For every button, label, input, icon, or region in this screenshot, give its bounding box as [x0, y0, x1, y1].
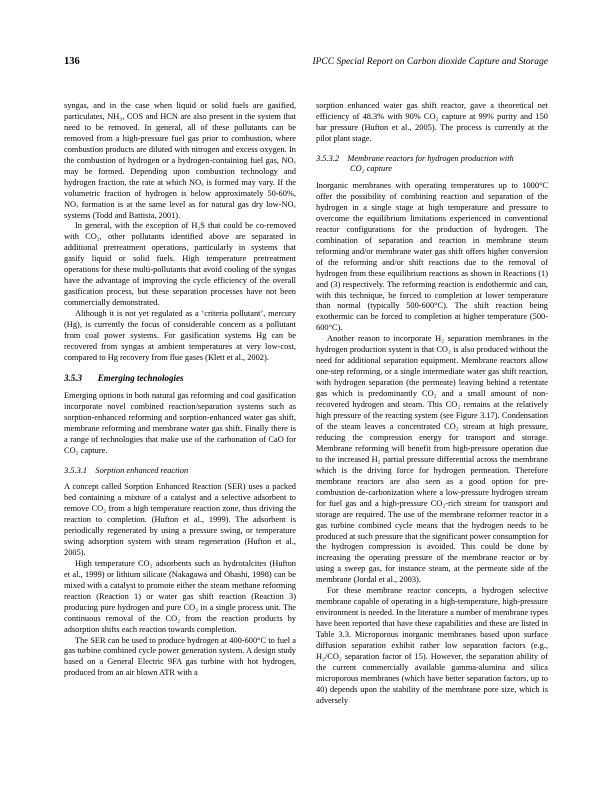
paragraph: Inorganic membranes with operating temperatures up to 1000°C offer the possibility of combining reaction and separation of the hydrogen in a single stage at high temperature and pressure to overcome the equilibrium limitations experienced in conventional reactor configurations for the production of hydrogen. The combination of separation and reaction in membrane steam reforming and/or membrane water gas shift offers higher conversion of the reforming and/or shift reactions due to the removal of hydrogen from these equilibrium reactions as shown in Reactions (1) and (3) respectively. The reforming reaction is endothermic and can, with this technique, be forced to completion at lower temperature than normal (typically 500-600°C). The shift reaction being exothermic can be forced to completion at higher temperature (500-600°C). — [316, 181, 548, 333]
section-title: Emerging technologies — [97, 372, 184, 383]
paragraph: The SER can be used to produce hydrogen at 400-600°C to fuel a gas turbine combined cycle power generation system. A design study based on a General Electric 9FA gas turbine with hot hydrogen, produced from an air blown ATR with a — [64, 635, 296, 678]
paragraph: Another reason to incorporate H₂ separation membranes in the hydrogen production system is that CO₂ is also produced without the need for additional separation equipment. Membrane reactors allow one-step reforming, or a single intermediate water gas shift reaction, with hydrogen separation (the permeate) leaving behind a retentate gas which is predominantly CO₂ and a small amount of non-recovered hydrogen and steam. This CO₂ remains at the relatively high pressure of the reacting system (see Figure 3.17). Condensation of the steam leaves a concentrated CO₂ stream at high pressure, reducing the compression energy for transport and storage. Membrane reforming will benefit from high-pressure operation due to the increased H₂ partial pressure differential across the membrane which is the driving force for hydrogen permeation. Therefore membrane reactors are also seen as a good option for pre-combustion de-carbonization where a low-pressure hydrogen stream for fuel gas and a high-pressure CO₂-rich stream for transport and storage are required. The use of the membrane reformer reactor in a gas turbine combined cycle means that the hydrogen needs to be produced at such pressure that the significant power consumption for the hydrogen compression is avoided. This could be done by increasing the operating pressure of the membrane reactor or by using a sweep gas, for instance steam, at the permeate side of the membrane (Jordal et al., 2003). — [316, 334, 548, 585]
page-number: 136 — [64, 56, 80, 67]
section-heading — [64, 373, 296, 384]
subsection-number: 3.5.3.1 — [64, 465, 88, 475]
paragraph: Although it is not yet regulated as a ‘criteria pollutant’, mercury (Hg), is currently the focus of considerable concern as a pollutant from coal power systems. For gasification systems Hg can be recovered from syngas at ambient temperatures at very low-cost, compared to Hg recovery from flue gases (Klett et al., 2002). — [64, 309, 296, 362]
paragraph: syngas, and in the case when liquid or solid fuels are gasified, particulates, NH₃, COS and HCN are also present in the system that need to be removed. In general, all of these pollutants can be removed from a high-pressure fuel gas prior to combustion, where combustion products are diluted with nitrogen and excess oxygen. In the combustion of hydrogen or a hydrogen-containing fuel gas, NOₓ may be formed. Depending upon combustion technology and hydrogen fraction, the rate at which NOₓ is formed may vary. If the volumetric fraction of hydrogen is below approximately 50-60%, NOₓ formation is at the same level as for natural gas dry low-NOₓ systems (Todd and Battista, 2001). — [64, 101, 296, 220]
paragraph: sorption enhanced water gas shift reactor, gave a theoretical net efficiency of 48.3% with 90% CO₂ capture at 99% purity and 150 bar pressure (Hufton et al., 2005). The process is currently at the pilot plant stage. — [316, 101, 548, 143]
subsection-title-line1: Membrane reactors for hydrogen production with — [347, 153, 514, 163]
paragraph: In general, with the exception of H₂S that could be co-removed with CO₂, other pollutants identified above are separated in additional pretreatment operations, particularly in systems that gasify liquid or solid fuels. High temperature pretreatment operations for these multi-pollutants that avoid cooling of the syngas have the advantage of improving the cycle efficiency of the overall gasification process, but these separation processes have not been commercially demonstrated. — [64, 221, 296, 308]
subsection-title: Sorption enhanced reaction — [95, 465, 189, 475]
body-columns — [64, 101, 548, 707]
subsection-number: 3.5.3.2 — [316, 153, 340, 163]
subsection-heading — [64, 466, 296, 477]
subsection-heading — [316, 154, 548, 175]
paragraph: For these membrane reactor concepts, a hydrogen selective membrane capable of operating in a high-temperature, high-pressure environment is needed. In the literature a number of membrane types have been reported that have these capabilities and these are listed in Table 3.3. Microporous inorganic membranes based upon surface diffusion separation exhibit rather low separation factors (e.g., H₂/CO₂ separation factor of 15). However, the separation ability of the current commercially available gamma-alumina and silica microporous membranes (which have better separation factors, up to 40) depends upon the stability of the membrane pore size, which is adversely — [316, 586, 548, 705]
paragraph: A concept called Sorption Enhanced Reaction (SER) uses a packed bed containing a mixture of a catalyst and a selective adsorbent to remove CO₂ from a high temperature reaction zone, thus driving the reaction to completion. (Hufton et al., 1999). The adsorbent is periodically regenerated by using a pressure swing, or temperature swing adsorption system with steam regeneration (Hufton et al., 2005). — [64, 482, 296, 557]
paragraph: High temperature CO₂ adsorbents such as hydrotalcites (Hufton et al., 1999) or lithium silicate (Nakagawa and Ohashi, 1998) can be mixed with a catalyst to promote either the steam methane reforming reaction (Reaction 1) or water gas shift reaction (Reaction 3) producing pure hydrogen and pure CO₂ in a single process unit. The continuous removal of the CO₂ from the reaction products by adsorption shifts each reaction towards completion. — [64, 558, 296, 634]
page-header — [64, 56, 548, 67]
left-column — [64, 101, 296, 679]
running-title: IPCC Special Report on Carbon dioxide Capture and Storage — [312, 57, 548, 67]
section-number: 3.5.3 — [64, 372, 82, 383]
paragraph: Emerging options in both natural gas reforming and coal gasification incorporate novel combined reaction/separation systems such as sorption-enhanced reforming and sorption-enhanced water gas shift, membrane reforming and membrane water gas shift. Finally there is a range of technologies that make use of the carbonation of CaO for CO₂ capture. — [64, 390, 296, 455]
subsection-title-line2: CO₂ capture — [350, 164, 392, 174]
right-column — [316, 101, 548, 707]
